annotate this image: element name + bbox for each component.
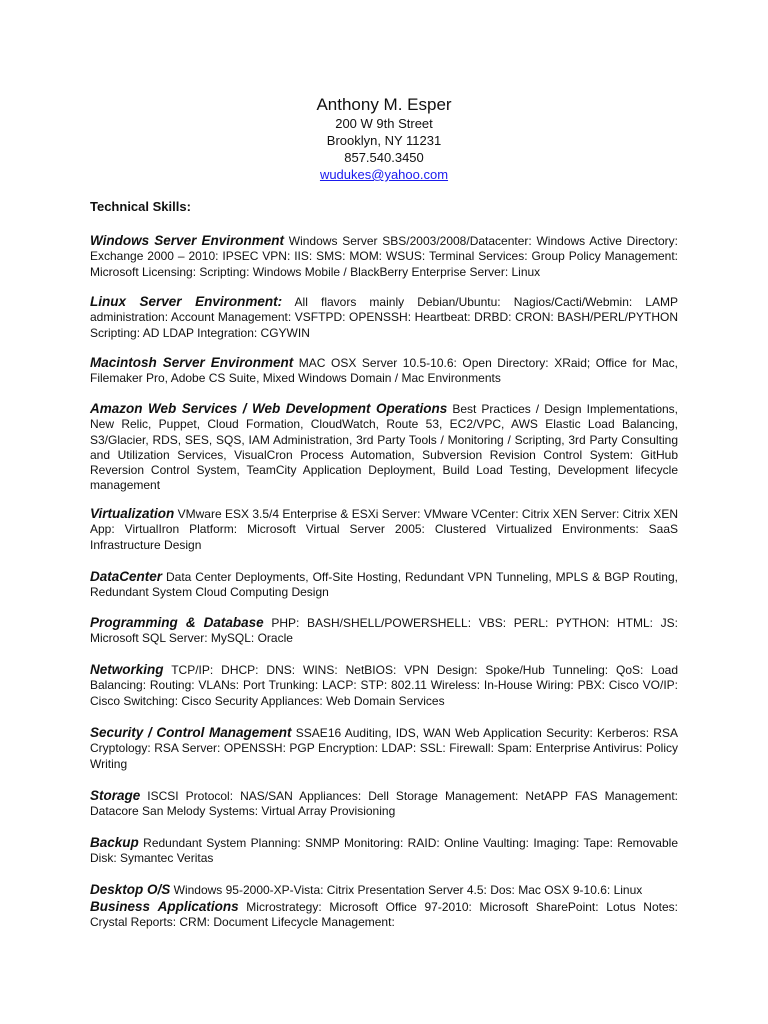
resume-header bbox=[0, 94, 768, 184]
section-title: Business Applications bbox=[90, 899, 239, 914]
section-body: ISCSI Protocol: NAS/SAN Appliances: Dell Storage Management: NetAPP FAS Management: Datacore San Melody Systems: Virtual Array Provisioning bbox=[90, 789, 678, 819]
section-body: Data Center Deployments, Off-Site Hosting, Redundant VPN Tunneling, MPLS & BGP Routing, Redundant System Cloud Computing Design bbox=[90, 570, 678, 600]
section-networking bbox=[90, 662, 678, 709]
street-address: 200 W 9th Street bbox=[335, 116, 433, 131]
section-macintosh-server bbox=[90, 355, 678, 387]
section-backup bbox=[90, 835, 678, 867]
section-body: All flavors mainly Debian/Ubuntu: Nagios/Cacti/Webmin: LAMP administration: Account Management: VSFTPD: OPENSSH: Heartbeat: DRBD: CRON: BASH/PERL/PYTHON Scripting: AD LDAP Integration: CGYWIN bbox=[90, 295, 678, 340]
section-body: Windows Server SBS/2003/2008/Datacenter: Windows Active Directory: Exchange 2000 – 2010: IPSEC VPN: IIS: SMS: MOM: WSUS: Terminal Services: Group Policy Management: Microsoft Licensing: Scripting: Windows Mobile / BlackBerry Enterprise Server: Linux bbox=[90, 234, 679, 279]
section-virtualization bbox=[90, 506, 678, 553]
section-business-applications bbox=[90, 899, 678, 931]
section-title: Virtualization bbox=[90, 506, 175, 521]
section-title: DataCenter bbox=[90, 569, 163, 584]
candidate-name: Anthony M. Esper bbox=[316, 95, 452, 114]
section-programming-database bbox=[90, 615, 678, 647]
section-linux-server bbox=[90, 294, 678, 341]
phone-number: 857.540.3450 bbox=[344, 150, 424, 165]
section-title: Programming & Database bbox=[90, 615, 264, 630]
section-storage bbox=[90, 788, 678, 820]
section-body: Microstrategy: Microsoft Office 97-2010: Microsoft SharePoint: Lotus Notes: Crystal Reports: CRM: Document Lifecycle Management: bbox=[90, 900, 678, 930]
section-windows-server bbox=[90, 233, 678, 280]
section-body: VMware ESX 3.5/4 Enterprise & ESXi Server: VMware VCenter: Citrix XEN Server: Citrix XEN App: VirtualIron Platform: Microsoft Virtual Server 2005: Clustered Virtualized Environments: SaaS Infrastructure Design bbox=[90, 507, 678, 552]
section-title: Windows Server Environment bbox=[90, 233, 285, 248]
section-aws-devops bbox=[90, 401, 678, 494]
section-body: MAC OSX Server 10.5-10.6: Open Directory: XRaid; Office for Mac, Filemaker Pro, Adobe CS Suite, Mixed Windows Domain / Mac Environments bbox=[90, 356, 679, 386]
section-title: Macintosh Server Environment bbox=[90, 355, 294, 370]
section-body: PHP: BASH/SHELL/POWERSHELL: VBS: PERL: PYTHON: HTML: JS: Microsoft SQL Server: MySQL: Oracle bbox=[90, 616, 679, 646]
section-title: Backup bbox=[90, 835, 139, 850]
section-title: Security / Control Management bbox=[90, 725, 292, 740]
technical-skills-heading: Technical Skills: bbox=[90, 199, 191, 214]
section-title: Storage bbox=[90, 788, 141, 803]
section-title: Linux Server Environment: bbox=[90, 294, 283, 309]
section-datacenter bbox=[90, 569, 678, 601]
section-body: SSAE16 Auditing, IDS, WAN Web Application Security: Kerberos: RSA Cryptology: RSA Server: OPENSSH: PGP Encryption: LDAP: SSL: Firewall: Spam: Enterprise Antivirus: Policy Writing bbox=[90, 726, 678, 771]
section-body: Windows 95-2000-XP-Vista: Citrix Presentation Server 4.5: Dos: Mac OSX 9-10.6: Linux bbox=[170, 883, 643, 897]
email-link[interactable]: wudukes@yahoo.com bbox=[319, 167, 449, 182]
section-body: TCP/IP: DHCP: DNS: WINS: NetBIOS: VPN Design: Spoke/Hub Tunneling: QoS: Load Balancing: Routing: VLANs: Port Trunking: LACP: STP: 802.11 Wireless: In-House Wiring: PBX: Cisco VO/IP: Cisco Switching: Cisco Security Appliances: Web Domain Services bbox=[90, 663, 678, 708]
section-body: Redundant System Planning: SNMP Monitoring: RAID: Online Vaulting: Imaging: Tape: Removable Disk: Symantec Veritas bbox=[90, 836, 678, 866]
section-body: Best Practices / Design Implementations, New Relic, Puppet, Cloud Formation, CloudWatch, Route 53, EC2/VPC, AWS Elastic Load Balancing, S3/Glacier, RDS, SES, SQS, IAM Administration, 3rd Party Tools / Monitoring / Scripting, 3rd Party Consulting and Utilization Services, VisualCron Process Automation, Subversion Revision Control System: GitHub Reversion Control System, TeamCity Application Deployment, Build Load Testing, Development lifecycle management bbox=[90, 402, 679, 493]
city-state-zip: Brooklyn, NY 11231 bbox=[326, 133, 442, 148]
section-security bbox=[90, 725, 678, 772]
section-desktop-os bbox=[90, 882, 678, 898]
section-title: Desktop O/S bbox=[90, 882, 171, 897]
section-title: Amazon Web Services / Web Development Operations bbox=[90, 401, 448, 416]
section-title: Networking bbox=[90, 662, 164, 677]
